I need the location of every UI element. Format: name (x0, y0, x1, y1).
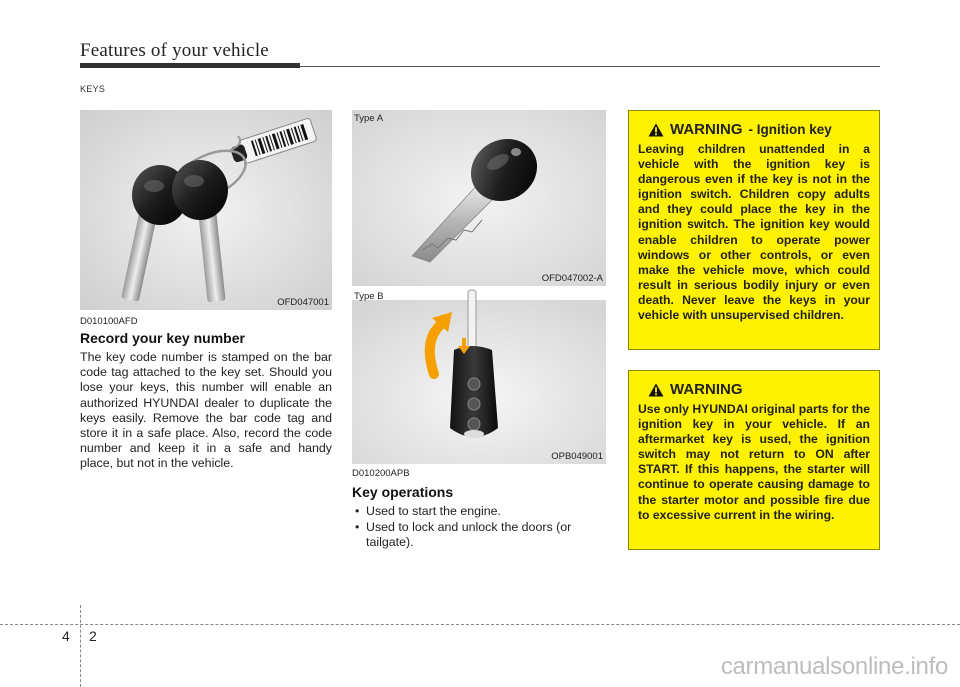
key-set-photo (80, 110, 332, 310)
record-section-body: The key code number is stamped on the bar code tag attached to the key set. Should you lose your keys, this number will enable an authorized HYUNDAI dealer to duplicate the keys easily. Remove the bar code tag and store it in a safe place. Also, record the code number and keep it in a safe and handy place, but not in the vehicle. (80, 350, 332, 471)
type-b-key-illustration (352, 288, 606, 464)
operations-section-heading: Key operations (352, 484, 454, 500)
warning-triangle-icon (648, 123, 664, 137)
warning-title (638, 381, 870, 398)
warning-title (638, 121, 870, 138)
header-rule-thin (300, 66, 880, 67)
warning-subtitle: - Ignition key (748, 122, 832, 137)
key-set-illustration (80, 110, 332, 310)
record-section-code: D010100AFD (80, 316, 138, 327)
image-caption: OPB049001 (551, 451, 603, 462)
header-rule-thick (80, 63, 300, 68)
type-a-key-photo (352, 110, 606, 286)
warning-body: Use only HYUNDAI original parts for the ignition key in your vehicle. If an aftermarket key is used, the ignition switch may not return to ON after START. If this happens, the starter will continue to operate causing damage to the starter motor and possible fire due to excessive current in the wiring. (638, 402, 870, 522)
page-number: 2 (89, 628, 97, 644)
warning-triangle-icon (648, 383, 664, 397)
type-b-key-photo (352, 288, 606, 464)
image-caption: OFD047001 (277, 297, 329, 308)
chapter-number: 4 (62, 628, 70, 644)
warning-title-text: WARNING (670, 121, 743, 138)
image-caption: OFD047002-A (541, 273, 603, 284)
type-a-label: Type A (354, 113, 384, 124)
list-item: • Used to start the engine. (352, 504, 606, 519)
type-b-label: Type B (354, 291, 384, 302)
section-label: KEYS (80, 84, 106, 94)
record-section-heading: Record your key number (80, 330, 245, 346)
warning-box-original-parts (628, 370, 880, 550)
type-a-key-illustration (352, 110, 606, 286)
page-header-title: Features of your vehicle (80, 40, 269, 61)
warning-title-text: WARNING (670, 381, 743, 398)
watermark: carmanualsonline.info (720, 653, 948, 680)
list-item: • Used to lock and unlock the doors (or tailgate). (352, 520, 606, 550)
operations-section-code: D010200APB (352, 468, 410, 479)
footer-rule (0, 624, 960, 625)
footer-vertical-rule (80, 605, 81, 687)
warning-box-ignition-key (628, 110, 880, 350)
warning-body: Leaving children unattended in a vehicle with the ignition key is dangerous even if the key is not in the ignition switch. Children copy adults and they could place the key in the ignition switch. The ignition key would enable children to operate power windows or other controls, or even make the vehicle move, which could result in serious bodily injury or even death. Never leave the keys in your vehicle with unsupervised children. (638, 142, 870, 323)
operations-bullet-list (352, 504, 606, 552)
